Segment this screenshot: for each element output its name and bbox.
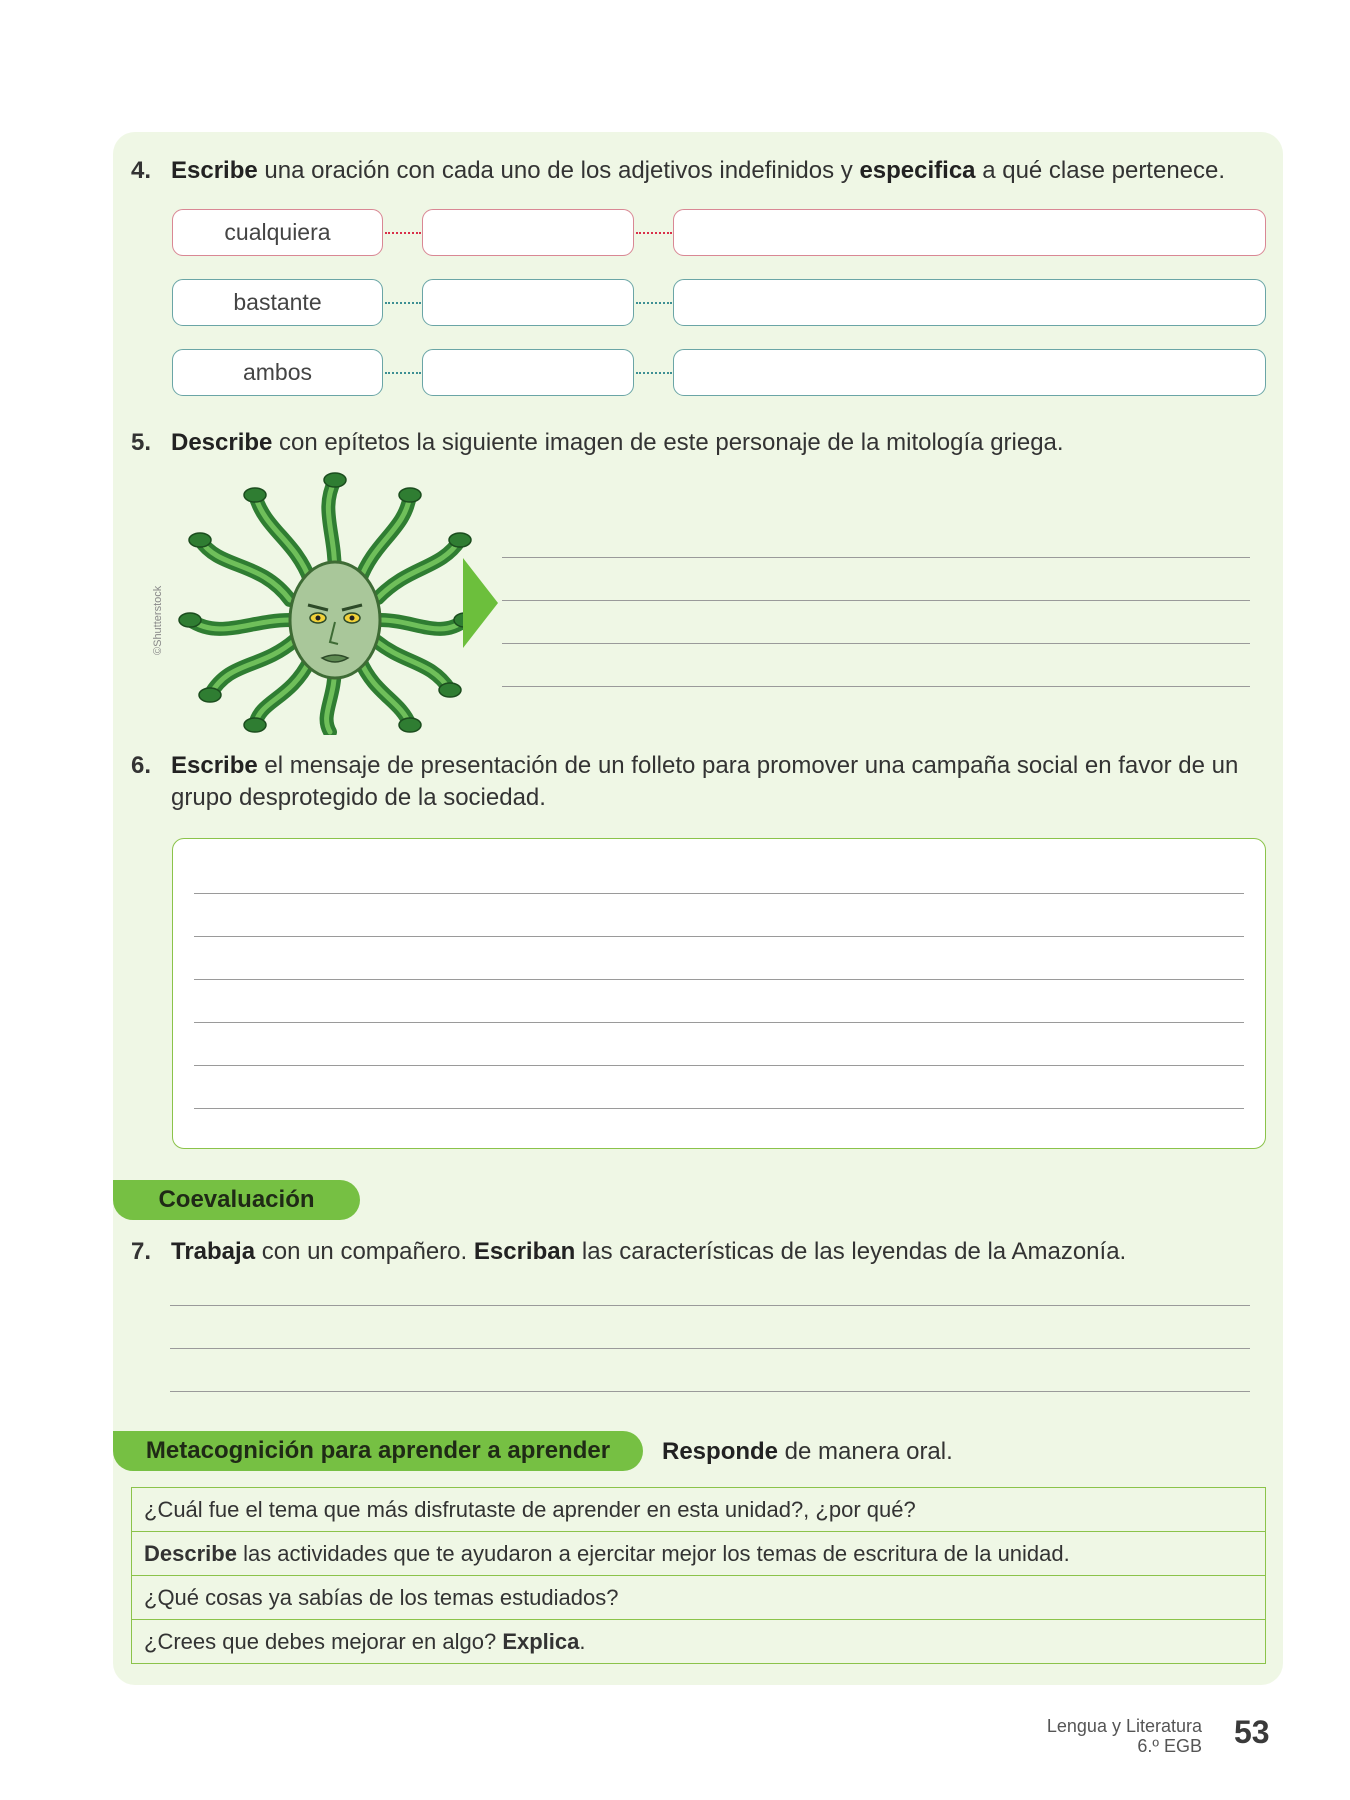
answer-line	[194, 1108, 1244, 1109]
answer-line	[502, 643, 1250, 644]
adjective-box	[172, 209, 383, 256]
answer-line	[170, 1391, 1250, 1392]
adjective-label: cualquiera	[224, 219, 331, 245]
badge-label: Coevaluación	[158, 1186, 315, 1213]
sentence-input[interactable]	[422, 349, 634, 396]
table-cell: ¿Crees que debes mejorar en algo? Explica.	[132, 1620, 1266, 1664]
footer-book-title	[1047, 1716, 1202, 1756]
answer-line	[170, 1348, 1250, 1349]
dotted-connector	[636, 302, 672, 304]
table-row	[132, 1488, 1266, 1532]
table-cell: ¿Cuál fue el tema que más disfrutaste de aprender en esta unidad?, ¿por qué?	[132, 1488, 1266, 1532]
dotted-connector	[636, 372, 672, 374]
table-row	[132, 1576, 1266, 1620]
question-text: Escribe una oración con cada uno de los adjetivos indefinidos y especifica a qué clase pertenece.	[171, 157, 1226, 184]
instruction-text: Responde de manera oral.	[662, 1438, 953, 1465]
adjective-box	[172, 349, 383, 396]
class-input[interactable]	[673, 349, 1266, 396]
table-row	[132, 1532, 1266, 1576]
answer-line	[502, 600, 1250, 601]
class-input[interactable]	[673, 209, 1266, 256]
answer-line	[502, 557, 1250, 558]
question-text: Describe con epítetos la siguiente imagen de este personaje de la mitología griega.	[171, 429, 1064, 456]
dotted-connector	[385, 302, 421, 304]
message-writing-box[interactable]	[172, 838, 1266, 1149]
sentence-input[interactable]	[422, 279, 634, 326]
metacognicion-table	[131, 1487, 1266, 1664]
adjective-box	[172, 279, 383, 326]
metacognicion-instruction	[662, 1436, 1262, 1468]
badge-label: Metacognición para aprender a aprender	[145, 1437, 611, 1464]
footer-subject: Lengua y Literatura	[1046, 1716, 1202, 1736]
answer-line	[194, 936, 1244, 937]
image-credit: ©Shutterstock	[152, 585, 164, 655]
page-number: 53	[1234, 1714, 1270, 1750]
footer-grade: 6.º EGB	[1137, 1736, 1202, 1756]
answer-line	[194, 1022, 1244, 1023]
question-number: 4.	[131, 157, 152, 184]
question-number: 5.	[131, 429, 152, 456]
dotted-connector	[385, 372, 421, 374]
answer-line	[194, 979, 1244, 980]
answer-line	[194, 1065, 1244, 1066]
answer-line	[170, 1305, 1250, 1306]
question-text: Trabaja con un compañero. Escriban las características de las leyendas de la Amazonía.	[171, 1238, 1127, 1265]
dotted-connector	[385, 232, 421, 234]
answer-line	[194, 893, 1244, 894]
question-number: 7.	[131, 1238, 152, 1265]
answer-line	[502, 686, 1250, 687]
adjective-label: bastante	[233, 289, 322, 315]
table-row	[132, 1620, 1266, 1664]
sentence-input[interactable]	[422, 209, 634, 256]
coevaluacion-badge	[113, 1180, 360, 1220]
question-text: Escribe el mensaje de presentación de un folleto para promover una campaña social en favor de un grupo desprotegido de la sociedad.	[171, 752, 1239, 811]
question-number: 6.	[131, 752, 152, 779]
table-cell: Describe las actividades que te ayudaron a ejercitar mejor los temas de escritura de la unidad.	[132, 1532, 1266, 1576]
table-cell: ¿Qué cosas ya sabías de los temas estudiados?	[132, 1576, 1266, 1620]
dotted-connector	[636, 232, 672, 234]
class-input[interactable]	[673, 279, 1266, 326]
metacognicion-badge	[113, 1431, 643, 1471]
adjective-label: ambos	[242, 359, 313, 385]
medusa-illustration	[160, 470, 500, 735]
